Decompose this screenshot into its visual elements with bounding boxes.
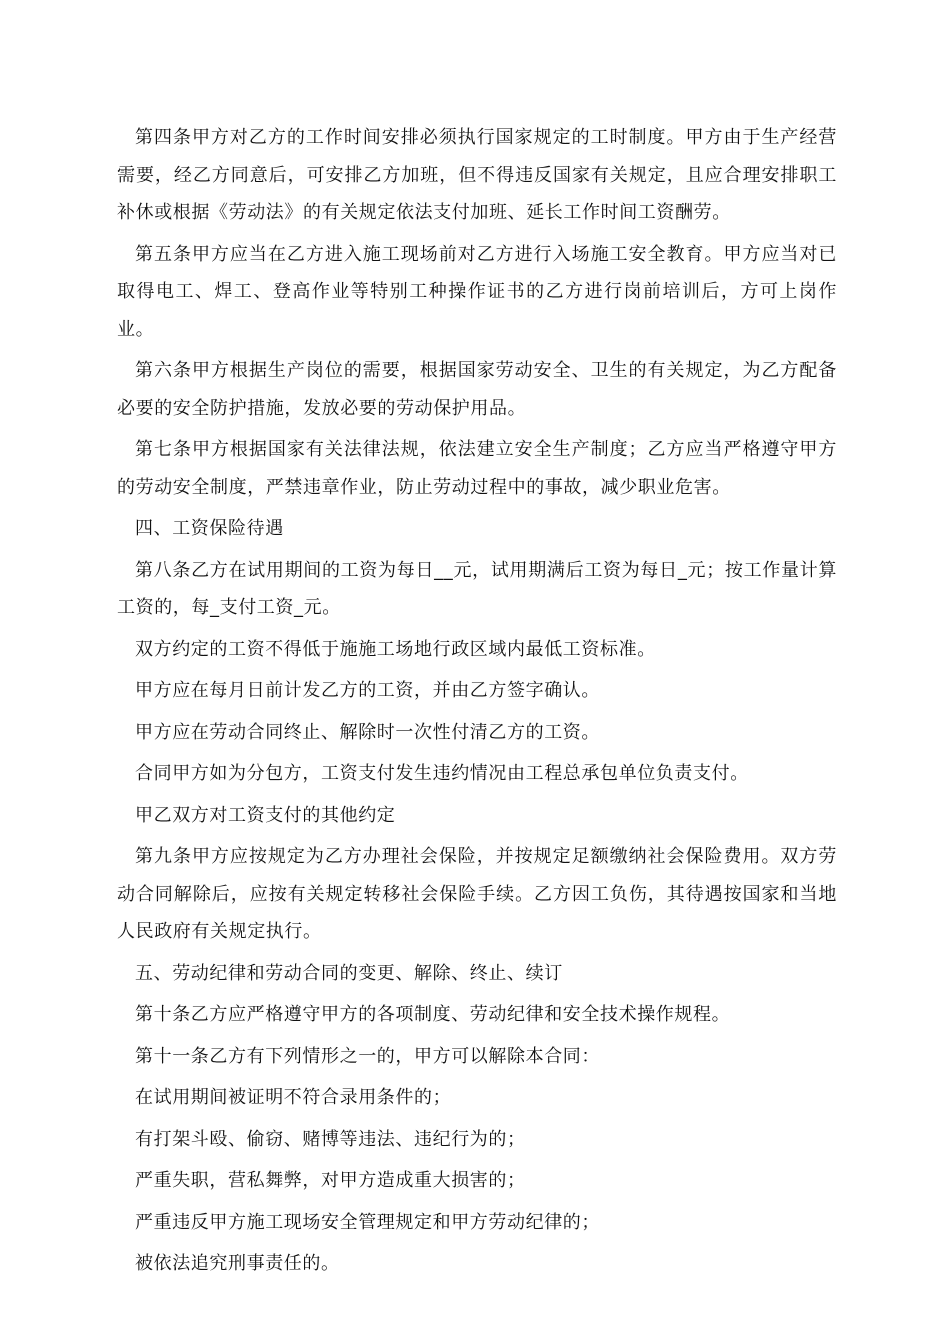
article-10-paragraph: 第十条乙方应严格遵守甲方的各项制度、劳动纪律和安全技术操作规程。 bbox=[135, 1004, 731, 1025]
section-5-heading: 五、劳动纪律和劳动合同的变更、解除、终止、续订 bbox=[135, 962, 563, 984]
article-4-paragraph: 第四条甲方对乙方的工作时间安排必须执行国家规定的工时制度。甲方由于生产经营需要，经乙方同意后，可安排乙方加班，但不得违反国家有关规定，且应合理安排职工补休或根据《劳动法》的有关规定依法支付加班、延长工作时间工资酬劳。 bbox=[117, 127, 837, 223]
list-item: 严重失职，营私舞弊，对甲方造成重大损害的； bbox=[135, 1170, 526, 1191]
list-item: 被依法追究刑事责任的。 bbox=[135, 1253, 340, 1274]
article-9-paragraph: 第九条甲方应按规定为乙方办理社会保险，并按规定足额缴纳社会保险费用。双方劳动合同解除后，应按有关规定转移社会保险手续。乙方因工负伤，其待遇按国家和当地人民政府有关规定执行。 bbox=[117, 846, 837, 942]
article-6-paragraph: 第六条甲方根据生产岗位的需要，根据国家劳动安全、卫生的有关规定，为乙方配备必要的安全防护措施，发放必要的劳动保护用品。 bbox=[117, 360, 837, 419]
list-item: 在试用期间被证明不符合录用条件的； bbox=[135, 1087, 452, 1108]
wage-termination-paragraph: 甲方应在劳动合同终止、解除时一次性付清乙方的工资。 bbox=[135, 721, 600, 743]
document-body bbox=[117, 119, 837, 1287]
section-4-heading: 四、工资保险待遇 bbox=[135, 518, 284, 539]
subcontractor-paragraph: 合同甲方如为分包方，工资支付发生违约情况由工程总承包单位负责支付。 bbox=[135, 763, 749, 784]
list-item: 有打架斗殴、偷窃、赌博等违法、违纪行为的； bbox=[135, 1128, 526, 1150]
article-11-paragraph: 第十一条乙方有下列情形之一的，甲方可以解除本合同： bbox=[135, 1045, 600, 1067]
article-7-paragraph: 第七条甲方根据国家有关法律法规，依法建立安全生产制度；乙方应当严格遵守甲方的劳动安全制度，严禁违章作业，防止劳动过程中的事故，减少职业危害。 bbox=[117, 439, 837, 498]
other-agreement-paragraph: 甲乙双方对工资支付的其他约定 bbox=[135, 804, 396, 826]
wage-minimum-paragraph: 双方约定的工资不得低于施施工场地行政区域内最低工资标准。 bbox=[135, 638, 656, 660]
wage-monthly-paragraph: 甲方应在每月日前计发乙方的工资，并由乙方签字确认。 bbox=[135, 680, 600, 701]
article-5-paragraph: 第五条甲方应当在乙方进入施工现场前对乙方进行入场施工安全教育。甲方应当对已取得电工、焊工、登高作业等特别工种操作证书的乙方进行岗前培训后，方可上岗作业。 bbox=[117, 243, 837, 340]
article-8-paragraph: 第八条乙方在试用期间的工资为每日__元，试用期满后工资为每日_元；按工作量计算工资的，每_支付工资_元。 bbox=[117, 559, 837, 618]
list-item: 严重违反甲方施工现场安全管理规定和甲方劳动纪律的； bbox=[135, 1211, 600, 1233]
